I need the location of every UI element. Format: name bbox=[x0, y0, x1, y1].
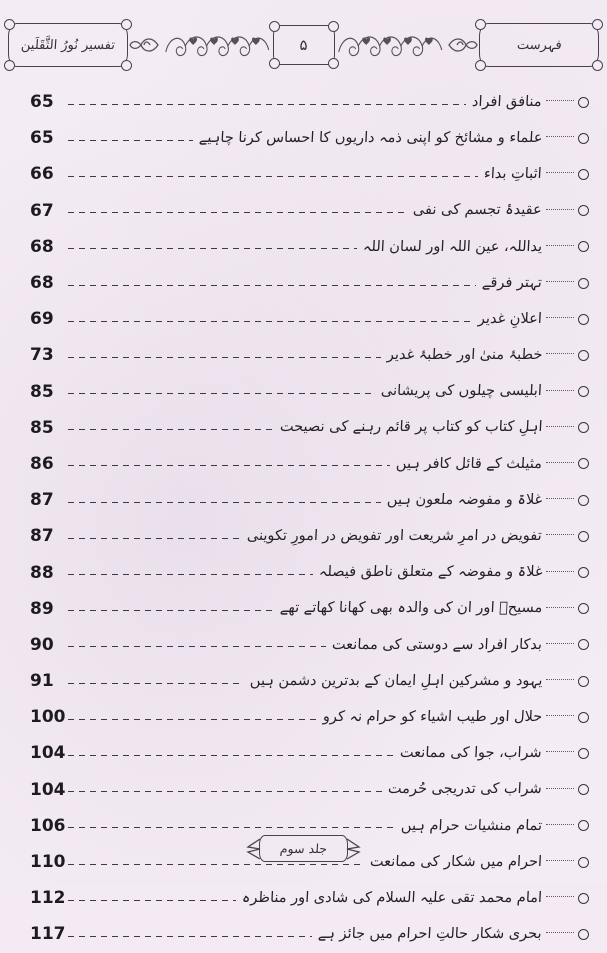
entry-dot-leader bbox=[546, 824, 574, 825]
toc-entry-page-number: 85 bbox=[30, 381, 54, 402]
entry-dot-leader bbox=[546, 136, 574, 137]
entry-dot-leader bbox=[546, 643, 574, 644]
toc-entry-title: مسیحؑ اور ان کی والدہ بھی کھانا کھاتے تھے bbox=[279, 600, 543, 617]
dashed-leader bbox=[68, 827, 395, 828]
entry-dot-leader bbox=[546, 607, 574, 608]
toc-entry-title: امام محمد تقی علیہ السلام کی شادی اور مناظرہ bbox=[241, 889, 543, 906]
toc-entry-title: بدکار افراد سے دوستی کی ممانعت bbox=[331, 636, 543, 653]
dashed-leader bbox=[68, 393, 375, 394]
entry-dot-leader bbox=[546, 896, 574, 897]
book-title-cartouche bbox=[8, 23, 128, 67]
circle-bullet-icon bbox=[578, 531, 589, 542]
circle-bullet-icon bbox=[578, 350, 589, 361]
toc-entry-title: تفویض در امرِ شریعت اور تفویض در امورِ تکوینی bbox=[246, 528, 543, 544]
toc-entry-page-number: 66 bbox=[30, 164, 54, 185]
toc-entry[interactable] bbox=[30, 627, 589, 663]
toc-entry[interactable] bbox=[30, 301, 589, 337]
page-number-cartouche bbox=[273, 25, 335, 65]
toc-entry-title: غلاۃ و مفوضہ کے متعلق ناطق فیصلہ bbox=[318, 564, 543, 581]
volume-label: جلد سوم bbox=[279, 841, 328, 856]
entry-dot-leader bbox=[546, 100, 574, 101]
circle-bullet-icon bbox=[578, 676, 589, 687]
toc-entry[interactable] bbox=[30, 374, 589, 410]
toc-entry-page-number: 65 bbox=[30, 128, 54, 149]
toc-entry-page-number: 87 bbox=[30, 490, 54, 511]
toc-entry[interactable] bbox=[30, 229, 589, 265]
section-title: فہرست bbox=[516, 37, 562, 53]
toc-entry-title: علماء و مشائخ کو اپنی ذمہ داریوں کا احساس کرنا چاہیے bbox=[198, 129, 543, 146]
circle-bullet-icon bbox=[578, 386, 589, 397]
entry-dot-leader bbox=[546, 172, 574, 173]
toc-entry-page-number: 86 bbox=[30, 453, 54, 474]
dashed-leader bbox=[68, 176, 478, 177]
page-number: ۵ bbox=[299, 35, 308, 54]
toc-entry-page-number: 73 bbox=[30, 345, 54, 366]
toc-entry-title: غلاۃ و مفوضہ ملعون ہیں bbox=[386, 491, 543, 508]
toc-entry-title: یہود و مشرکین اہلِ ایمان کے بدترین دشمن ہیں bbox=[249, 672, 543, 689]
toc-entry-title: خطبۂ منیٰ اور خطبۂ غدیر bbox=[386, 347, 543, 364]
entry-dot-leader bbox=[546, 426, 574, 427]
section-title-cartouche bbox=[479, 23, 599, 67]
entry-dot-leader bbox=[546, 245, 574, 246]
toc-entry-title: اہلِ کتاب کو کتاب پر قائم رہنے کی نصیحت bbox=[279, 419, 543, 436]
toc-entry-page-number: 89 bbox=[30, 598, 54, 619]
volume-cartouche bbox=[259, 835, 348, 862]
toc-entry[interactable] bbox=[30, 880, 589, 916]
toc-entry-title: تمام منشیات حرام ہیں bbox=[400, 817, 543, 834]
entry-dot-leader bbox=[546, 571, 574, 572]
circle-bullet-icon bbox=[578, 314, 589, 325]
cartouche-curl-icon bbox=[592, 60, 603, 71]
page-header bbox=[8, 14, 599, 76]
toc-entry[interactable] bbox=[30, 772, 589, 808]
toc-entry[interactable] bbox=[30, 916, 589, 952]
entry-dot-leader bbox=[546, 498, 574, 499]
circle-bullet-icon bbox=[578, 929, 589, 940]
toc-entry[interactable] bbox=[30, 265, 589, 301]
circle-bullet-icon bbox=[578, 603, 589, 614]
circle-bullet-icon bbox=[578, 639, 589, 650]
circle-bullet-icon bbox=[578, 133, 589, 144]
cartouche-curl-icon bbox=[269, 21, 280, 32]
toc-entry-page-number: 104 bbox=[30, 779, 66, 800]
toc-entry-title: بحری شکار حالتِ احرام میں جائز ہے bbox=[317, 926, 543, 943]
toc-entry-page-number: 91 bbox=[30, 671, 54, 692]
entry-dot-leader bbox=[546, 209, 574, 210]
dashed-leader bbox=[68, 502, 381, 503]
cartouche-curl-icon bbox=[592, 19, 603, 30]
toc-entry-page-number: 106 bbox=[30, 815, 66, 836]
dashed-leader bbox=[68, 104, 466, 105]
toc-entry-page-number: 104 bbox=[30, 743, 66, 764]
entry-dot-leader bbox=[546, 317, 574, 318]
cartouche-curl-icon bbox=[4, 60, 15, 71]
toc-entry[interactable] bbox=[30, 518, 589, 554]
toc-entry[interactable] bbox=[30, 591, 589, 627]
circle-bullet-icon bbox=[578, 241, 589, 252]
toc-entry[interactable] bbox=[30, 482, 589, 518]
toc-entry-page-number: 65 bbox=[30, 92, 54, 113]
circle-bullet-icon bbox=[578, 422, 589, 433]
dashed-leader bbox=[68, 321, 472, 322]
toc-entry[interactable] bbox=[30, 663, 589, 699]
toc-entry-title: تہتر فرقے bbox=[481, 274, 543, 291]
toc-entry-page-number: 117 bbox=[30, 924, 66, 945]
toc-entry-page-number: 87 bbox=[30, 526, 54, 547]
toc-entry-title: شراب کی تدریجی حُرمت bbox=[387, 781, 543, 798]
circle-bullet-icon bbox=[578, 169, 589, 180]
dashed-leader bbox=[68, 755, 394, 756]
toc-entry-title: ابلیسی چیلوں کی پریشانی bbox=[380, 383, 543, 400]
leaf-flourish-icon bbox=[445, 24, 479, 66]
dashed-leader bbox=[68, 791, 382, 792]
cartouche-curl-icon bbox=[475, 60, 486, 71]
toc-entry-page-number: 112 bbox=[30, 888, 66, 909]
dashed-leader bbox=[68, 936, 312, 937]
toc-entry-title: عقیدۂ تجسم کی نفی bbox=[412, 202, 543, 219]
toc-entry-title: مثیلث کے قائل کافر ہیں bbox=[395, 455, 543, 472]
dashed-leader bbox=[68, 429, 274, 430]
toc-entry-page-number: 110 bbox=[30, 852, 66, 873]
toc-entry-page-number: 68 bbox=[30, 236, 54, 257]
dashed-leader bbox=[68, 285, 476, 286]
dashed-leader bbox=[68, 465, 390, 466]
book-title: تفسیر نُورُ الثَّقَلَین bbox=[20, 37, 116, 53]
cartouche-curl-icon bbox=[269, 58, 280, 69]
toc-entry-page-number: 100 bbox=[30, 707, 66, 728]
circle-bullet-icon bbox=[578, 820, 589, 831]
entry-dot-leader bbox=[546, 932, 574, 933]
toc-entry[interactable] bbox=[30, 410, 589, 446]
toc-entry-page-number: 85 bbox=[30, 417, 54, 438]
dashed-leader bbox=[68, 719, 317, 720]
toc-entry[interactable] bbox=[30, 554, 589, 590]
circle-bullet-icon bbox=[578, 205, 589, 216]
toc-entry[interactable] bbox=[30, 735, 589, 771]
dashed-leader bbox=[68, 900, 236, 901]
dashed-leader bbox=[68, 683, 244, 684]
toc-entry[interactable] bbox=[30, 156, 589, 192]
entry-dot-leader bbox=[546, 534, 574, 535]
circle-bullet-icon bbox=[578, 97, 589, 108]
toc-entry-title: اعلانِ غدیر bbox=[477, 310, 543, 327]
leaf-flourish-icon bbox=[128, 24, 162, 66]
toc-entry[interactable] bbox=[30, 337, 589, 373]
toc-entry-page-number: 68 bbox=[30, 273, 54, 294]
entry-dot-leader bbox=[546, 751, 574, 752]
cartouche-curl-icon bbox=[475, 19, 486, 30]
toc-entry-page-number: 88 bbox=[30, 562, 54, 583]
circle-bullet-icon bbox=[578, 278, 589, 289]
dashed-leader bbox=[68, 864, 364, 865]
dashed-leader bbox=[68, 248, 357, 249]
toc-entry-title: شراب، جوا کی ممانعت bbox=[399, 745, 543, 762]
table-of-contents bbox=[0, 84, 607, 953]
entry-dot-leader bbox=[546, 715, 574, 716]
dashed-leader bbox=[68, 610, 274, 611]
toc-entry[interactable] bbox=[30, 193, 589, 229]
dashed-leader bbox=[68, 646, 326, 647]
circle-bullet-icon bbox=[578, 748, 589, 759]
toc-entry-page-number: 67 bbox=[30, 200, 54, 221]
toc-entry-title: اثباتِ بداء bbox=[483, 166, 543, 183]
circle-bullet-icon bbox=[578, 458, 589, 469]
circle-bullet-icon bbox=[578, 712, 589, 723]
wing-ornament-icon bbox=[346, 838, 362, 860]
entry-dot-leader bbox=[546, 353, 574, 354]
cartouche-curl-icon bbox=[4, 19, 15, 30]
circle-bullet-icon bbox=[578, 567, 589, 578]
toc-entry[interactable] bbox=[30, 84, 589, 120]
dashed-leader bbox=[68, 357, 381, 358]
dashed-leader bbox=[68, 140, 193, 141]
entry-dot-leader bbox=[546, 390, 574, 391]
circle-bullet-icon bbox=[578, 495, 589, 506]
dashed-leader bbox=[68, 212, 407, 213]
entry-dot-leader bbox=[546, 679, 574, 680]
toc-entry-page-number: 90 bbox=[30, 634, 54, 655]
wing-ornament-icon bbox=[245, 838, 261, 860]
toc-entry-title: یداللہ، عین اللہ اور لسان اللہ bbox=[362, 238, 543, 255]
toc-entry-title: منافق افراد bbox=[471, 93, 543, 110]
toc-entry-title: حلال اور طیب اشیاء کو حرام نہ کرو bbox=[322, 708, 543, 725]
dashed-leader bbox=[68, 538, 241, 539]
vine-ornament-right bbox=[337, 22, 444, 68]
dashed-leader bbox=[68, 574, 313, 575]
vine-ornament-left bbox=[164, 22, 271, 68]
circle-bullet-icon bbox=[578, 893, 589, 904]
toc-entry-title: احرام میں شکار کی ممانعت bbox=[369, 853, 543, 870]
toc-entry-page-number: 69 bbox=[30, 309, 54, 330]
entry-dot-leader bbox=[546, 281, 574, 282]
entry-dot-leader bbox=[546, 462, 574, 463]
toc-entry[interactable] bbox=[30, 446, 589, 482]
toc-entry[interactable] bbox=[30, 120, 589, 156]
circle-bullet-icon bbox=[578, 784, 589, 795]
entry-dot-leader bbox=[546, 788, 574, 789]
toc-entry[interactable] bbox=[30, 699, 589, 735]
page-footer bbox=[0, 835, 607, 862]
